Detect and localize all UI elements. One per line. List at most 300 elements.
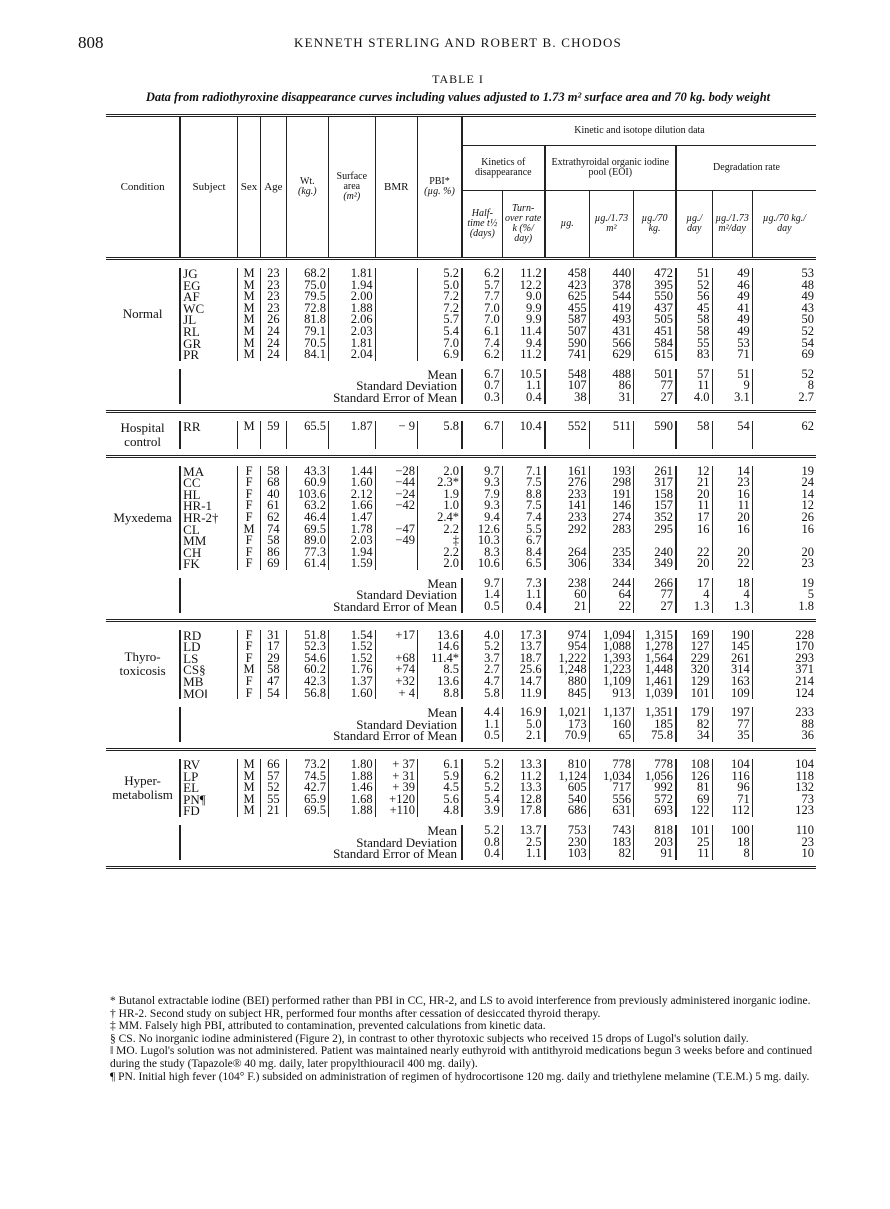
value-cell: 69.5: [286, 524, 328, 536]
empty-cell: [106, 848, 180, 860]
value-cell: 13.6: [417, 676, 462, 688]
value-cell: 4.7: [462, 676, 502, 688]
summary-value: 64: [589, 589, 634, 601]
value-cell: 631: [589, 805, 634, 817]
summary-value: 8: [712, 848, 752, 860]
table-row: [106, 489, 816, 501]
value-cell: 1.94: [328, 280, 375, 292]
summary-value: 13.7: [502, 825, 544, 837]
value-cell: 83: [676, 349, 712, 361]
summary-value: 2.5: [502, 837, 544, 849]
mean-row: [106, 825, 816, 837]
sem-row: [106, 848, 816, 860]
col-pbi-label: PBI*: [429, 176, 450, 187]
value-cell: F: [237, 641, 260, 653]
value-cell: 717: [589, 782, 634, 794]
value-cell: 2.12: [328, 489, 375, 501]
subject-cell: RV: [180, 759, 237, 771]
summary-value: 35: [712, 730, 752, 742]
value-cell: 101: [676, 688, 712, 700]
col-group-kinetic: Kinetic and isotope dilution data: [462, 116, 816, 146]
value-cell: 20: [712, 547, 752, 559]
value-cell: 1.44: [328, 466, 375, 478]
summary-value: 21: [545, 601, 590, 613]
value-cell: 60.2: [286, 664, 328, 676]
value-cell: 6.2: [462, 349, 502, 361]
table-row: [106, 805, 816, 817]
spacer-row: [106, 361, 816, 369]
value-cell: 954: [545, 641, 590, 653]
value-cell: M: [237, 805, 260, 817]
spacer-cell: [106, 411, 816, 421]
value-cell: 1,094: [589, 630, 634, 642]
value-cell: 2.00: [328, 291, 375, 303]
value-cell: 556: [589, 794, 634, 806]
summary-value: 6.7: [462, 369, 502, 381]
value-cell: 1.94: [328, 547, 375, 559]
value-cell: 127: [676, 641, 712, 653]
value-cell: 18.7: [502, 653, 544, 665]
value-cell: 96: [712, 782, 752, 794]
value-cell: 21: [261, 805, 286, 817]
value-cell: 2.03: [328, 535, 375, 547]
value-cell: 778: [589, 759, 634, 771]
table-row: [106, 794, 816, 806]
summary-value: 5: [752, 589, 816, 601]
summary-value: 70.9: [545, 730, 590, 742]
value-cell: 974: [545, 630, 590, 642]
value-cell: 16: [676, 524, 712, 536]
value-cell: 49: [712, 268, 752, 280]
value-cell: 57: [261, 771, 286, 783]
running-head: KENNETH STERLING AND ROBERT B. CHODOS: [294, 35, 622, 50]
value-cell: F: [237, 512, 260, 524]
subject-cell: PR: [180, 349, 237, 361]
value-cell: 23: [752, 558, 816, 570]
value-cell: 1.81: [328, 268, 375, 280]
summary-value: 5.2: [462, 825, 502, 837]
value-cell: 7.1: [502, 466, 544, 478]
value-cell: ‡: [417, 535, 462, 547]
summary-value: 1.3: [712, 601, 752, 613]
table-row: [106, 630, 816, 642]
table-body: [106, 259, 816, 868]
value-cell: 240: [634, 547, 676, 559]
value-cell: 5.2: [462, 641, 502, 653]
spacer-row: [106, 411, 816, 421]
subject-cell: HR-2†: [180, 512, 237, 524]
value-cell: 24: [261, 338, 286, 350]
value-cell: +74: [375, 664, 417, 676]
value-cell: 66: [261, 759, 286, 771]
group-rule: [106, 860, 816, 868]
value-cell: M: [237, 314, 260, 326]
group-rule-cell: [106, 742, 816, 750]
value-cell: 629: [589, 349, 634, 361]
value-cell: 1,315: [634, 630, 676, 642]
value-cell: M: [237, 664, 260, 676]
value-cell: 14: [712, 466, 752, 478]
value-cell: 8.3: [462, 547, 502, 559]
value-cell: 126: [676, 771, 712, 783]
sd-row: [106, 589, 816, 601]
value-cell: 11: [676, 500, 712, 512]
spacer-row: [106, 620, 816, 630]
value-cell: 320: [676, 664, 712, 676]
group-rule-cell: [106, 613, 816, 621]
subject-cell: LS: [180, 653, 237, 665]
summary-value: 0.3: [462, 392, 502, 404]
footnote: † HR-2. Second study on subject HR, performed four months after cessation of desiccated thyroid therapy.: [110, 1007, 601, 1020]
value-cell: −47: [375, 524, 417, 536]
col-wt-label: Wt.: [299, 176, 315, 187]
value-cell: 9.3: [462, 477, 502, 489]
summary-value: 100: [712, 825, 752, 837]
value-cell: 24: [261, 349, 286, 361]
summary-value: 107: [545, 380, 590, 392]
value-cell: 12: [752, 500, 816, 512]
summary-value: 2.1: [502, 730, 544, 742]
empty-cell: [106, 601, 180, 613]
value-cell: 349: [634, 558, 676, 570]
value-cell: 423: [545, 280, 590, 292]
value-cell: 43: [752, 303, 816, 315]
value-cell: 89.0: [286, 535, 328, 547]
summary-value: 101: [676, 825, 712, 837]
summary-value: 36: [752, 730, 816, 742]
group-rule-cell: [106, 860, 816, 868]
summary-label: Mean: [180, 578, 462, 590]
value-cell: 191: [589, 489, 634, 501]
value-cell: 11.4: [502, 326, 544, 338]
col-eoi-ug70: µg./70 kg.: [634, 191, 676, 259]
value-cell: +120: [375, 794, 417, 806]
table-row: [106, 524, 816, 536]
value-cell: M: [237, 303, 260, 315]
summary-value: 2.7: [752, 392, 816, 404]
value-cell: 190: [712, 630, 752, 642]
value-cell: 56: [676, 291, 712, 303]
value-cell: 46.4: [286, 512, 328, 524]
value-cell: 4.5: [417, 782, 462, 794]
value-cell: 1.52: [328, 653, 375, 665]
value-cell: 1,564: [634, 653, 676, 665]
summary-value: 1.1: [462, 719, 502, 731]
spacer-cell: [106, 456, 816, 466]
value-cell: 261: [634, 466, 676, 478]
value-cell: 74.5: [286, 771, 328, 783]
value-cell: 23: [261, 280, 286, 292]
summary-value: 753: [545, 825, 590, 837]
value-cell: 6.2: [462, 771, 502, 783]
value-cell: 1,278: [634, 641, 676, 653]
value-cell: 9.4: [502, 338, 544, 350]
value-cell: 5.2: [462, 759, 502, 771]
value-cell: [375, 268, 417, 280]
table-header: [106, 116, 816, 259]
value-cell: 17.8: [502, 805, 544, 817]
summary-value: 183: [589, 837, 634, 849]
value-cell: −28: [375, 466, 417, 478]
value-cell: 58: [676, 421, 712, 449]
value-cell: F: [237, 466, 260, 478]
value-cell: 1,088: [589, 641, 634, 653]
value-cell: 9.9: [502, 314, 544, 326]
table-row: [106, 558, 816, 570]
group-rule: [106, 613, 816, 621]
value-cell: 61: [261, 500, 286, 512]
summary-value: 25: [676, 837, 712, 849]
summary-value: 266: [634, 578, 676, 590]
value-cell: +17: [375, 630, 417, 642]
summary-value: 52: [752, 369, 816, 381]
value-cell: 169: [676, 630, 712, 642]
value-cell: 161: [545, 466, 590, 478]
value-cell: 52: [261, 782, 286, 794]
summary-value: 10.5: [502, 369, 544, 381]
value-cell: 23: [261, 268, 286, 280]
mean-row: [106, 369, 816, 381]
summary-value: 1.1: [502, 848, 544, 860]
value-cell: 79.5: [286, 291, 328, 303]
group-rule: [106, 742, 816, 750]
value-cell: 1.66: [328, 500, 375, 512]
subject-cell: CH: [180, 547, 237, 559]
value-cell: F: [237, 500, 260, 512]
value-cell: 1.68: [328, 794, 375, 806]
summary-value: 82: [589, 848, 634, 860]
summary-value: 51: [712, 369, 752, 381]
summary-label: Mean: [180, 825, 462, 837]
value-cell: [375, 303, 417, 315]
summary-value: 9: [712, 380, 752, 392]
value-cell: 1.52: [328, 641, 375, 653]
table-row: [106, 466, 816, 478]
value-cell: 845: [545, 688, 590, 700]
value-cell: 6.5: [502, 558, 544, 570]
summary-value: 197: [712, 707, 752, 719]
value-cell: 19: [752, 466, 816, 478]
value-cell: 8.8: [417, 688, 462, 700]
empty-cell: [106, 392, 180, 404]
value-cell: 274: [589, 512, 634, 524]
value-cell: 51.8: [286, 630, 328, 642]
summary-value: 16.9: [502, 707, 544, 719]
empty-cell: [106, 825, 180, 837]
group-rule-cell: [106, 404, 816, 412]
table-row: [106, 338, 816, 350]
value-cell: [375, 338, 417, 350]
value-cell: 5.6: [417, 794, 462, 806]
condition-cell: Hospital control: [120, 419, 165, 449]
subject-cell: JG: [180, 268, 237, 280]
col-halftime: Half-time t½ (days): [462, 191, 502, 259]
value-cell: 12: [676, 466, 712, 478]
value-cell: 7.7: [462, 291, 502, 303]
summary-value: 7.3: [502, 578, 544, 590]
value-cell: 77.3: [286, 547, 328, 559]
value-cell: 6.1: [417, 759, 462, 771]
col-eoi-ug: µg.: [545, 191, 590, 259]
value-cell: 70.5: [286, 338, 328, 350]
value-cell: 371: [752, 664, 816, 676]
subject-cell: PN¶: [180, 794, 237, 806]
value-cell: 25.6: [502, 664, 544, 676]
value-cell: 42.3: [286, 676, 328, 688]
value-cell: 550: [634, 291, 676, 303]
summary-value: 0.5: [462, 601, 502, 613]
summary-label: Standard Deviation: [180, 719, 462, 731]
value-cell: 122: [676, 805, 712, 817]
summary-value: 0.5: [462, 730, 502, 742]
value-cell: 11.4*: [417, 653, 462, 665]
col-group-degradation: Degradation rate: [676, 146, 816, 191]
value-cell: 9.0: [502, 291, 544, 303]
value-cell: 1.88: [328, 771, 375, 783]
table-row: [106, 535, 816, 547]
summary-value: 65: [589, 730, 634, 742]
value-cell: 228: [752, 630, 816, 642]
value-cell: 334: [589, 558, 634, 570]
subject-cell: AF: [180, 291, 237, 303]
value-cell: 9.9: [502, 303, 544, 315]
value-cell: 53: [712, 338, 752, 350]
summary-value: 88: [752, 719, 816, 731]
table-row: [106, 759, 816, 771]
summary-value: 548: [545, 369, 590, 381]
summary-value: 57: [676, 369, 712, 381]
table-row: [106, 688, 816, 700]
summary-value: 18: [712, 837, 752, 849]
value-cell: 352: [634, 512, 676, 524]
summary-value: 238: [545, 578, 590, 590]
value-cell: 8.8: [502, 489, 544, 501]
value-cell: M: [237, 759, 260, 771]
value-cell: 2.06: [328, 314, 375, 326]
value-cell: 5.2: [417, 268, 462, 280]
value-cell: 65.9: [286, 794, 328, 806]
value-cell: 7.0: [462, 314, 502, 326]
empty-cell: [106, 837, 180, 849]
value-cell: F: [237, 676, 260, 688]
spacer-cell: [106, 570, 816, 578]
value-cell: M: [237, 782, 260, 794]
col-surface: [328, 116, 375, 259]
value-cell: +32: [375, 676, 417, 688]
value-cell: 590: [545, 338, 590, 350]
value-cell: 472: [634, 268, 676, 280]
summary-value: 1.3: [676, 601, 712, 613]
summary-value: 743: [589, 825, 634, 837]
value-cell: 72.8: [286, 303, 328, 315]
value-cell: 69.5: [286, 805, 328, 817]
summary-value: 11: [676, 848, 712, 860]
value-cell: 58: [261, 664, 286, 676]
value-cell: 913: [589, 688, 634, 700]
value-cell: 9.4: [462, 512, 502, 524]
col-deg-ug173: µg./1.73 m²/day: [712, 191, 752, 259]
summary-value: 10: [752, 848, 816, 860]
spacer-cell: [106, 620, 816, 630]
summary-value: 4: [676, 589, 712, 601]
value-cell: + 31: [375, 771, 417, 783]
summary-value: 75.8: [634, 730, 676, 742]
value-cell: 11.2: [502, 268, 544, 280]
summary-value: 1,137: [589, 707, 634, 719]
value-cell: 5.4: [417, 326, 462, 338]
summary-value: 4: [712, 589, 752, 601]
table-row: [106, 349, 816, 361]
value-cell: + 39: [375, 782, 417, 794]
value-cell: 6.9: [417, 349, 462, 361]
value-cell: 74: [261, 524, 286, 536]
page-number: 808: [78, 33, 104, 52]
value-cell: 20: [676, 558, 712, 570]
subject-cell: HL: [180, 489, 237, 501]
value-cell: 778: [634, 759, 676, 771]
value-cell: 7.5: [502, 500, 544, 512]
value-cell: 419: [589, 303, 634, 315]
value-cell: 79.1: [286, 326, 328, 338]
value-cell: 1.9: [417, 489, 462, 501]
col-age: Age: [261, 116, 286, 259]
value-cell: 1,448: [634, 664, 676, 676]
summary-value: 77: [634, 380, 676, 392]
value-cell: M: [237, 771, 260, 783]
col-group-kinetics: Kinetics of disappearance: [462, 146, 545, 191]
value-cell: M: [237, 524, 260, 536]
footnote: § CS. No inorganic iodine administered (Figure 2), in contrast to other thyrotoxic subjects who received 15 drops of Lugol's solution daily.: [110, 1032, 749, 1045]
value-cell: 1,109: [589, 676, 634, 688]
sem-row: [106, 730, 816, 742]
value-cell: 10.4: [502, 421, 544, 449]
value-cell: 13.6: [417, 630, 462, 642]
value-cell: 81.8: [286, 314, 328, 326]
value-cell: 16: [752, 524, 816, 536]
value-cell: 4.0: [462, 630, 502, 642]
subject-cell: LD: [180, 641, 237, 653]
empty-cell: [106, 369, 180, 381]
value-cell: 317: [634, 477, 676, 489]
value-cell: 146: [589, 500, 634, 512]
col-surface-unit: (m²): [343, 191, 361, 202]
value-cell: [375, 291, 417, 303]
value-cell: 23: [261, 291, 286, 303]
value-cell: + 4: [375, 688, 417, 700]
value-cell: F: [237, 489, 260, 501]
col-wt-unit: (kg.): [297, 186, 317, 197]
value-cell: 8.5: [417, 664, 462, 676]
value-cell: 880: [545, 676, 590, 688]
summary-value: 0.8: [462, 837, 502, 849]
spacer-cell: [106, 259, 816, 269]
value-cell: 20: [712, 512, 752, 524]
value-cell: 52: [752, 326, 816, 338]
summary-value: 34: [676, 730, 712, 742]
value-cell: 572: [634, 794, 676, 806]
value-cell: 2.04: [328, 349, 375, 361]
subject-cell: JL: [180, 314, 237, 326]
value-cell: 7.4: [502, 512, 544, 524]
summary-value: 160: [589, 719, 634, 731]
summary-value: 18: [712, 578, 752, 590]
value-cell: 505: [634, 314, 676, 326]
value-cell: 233: [545, 489, 590, 501]
value-cell: 5.4: [462, 794, 502, 806]
value-cell: 68.2: [286, 268, 328, 280]
value-cell: 605: [545, 782, 590, 794]
summary-value: 22: [589, 601, 634, 613]
